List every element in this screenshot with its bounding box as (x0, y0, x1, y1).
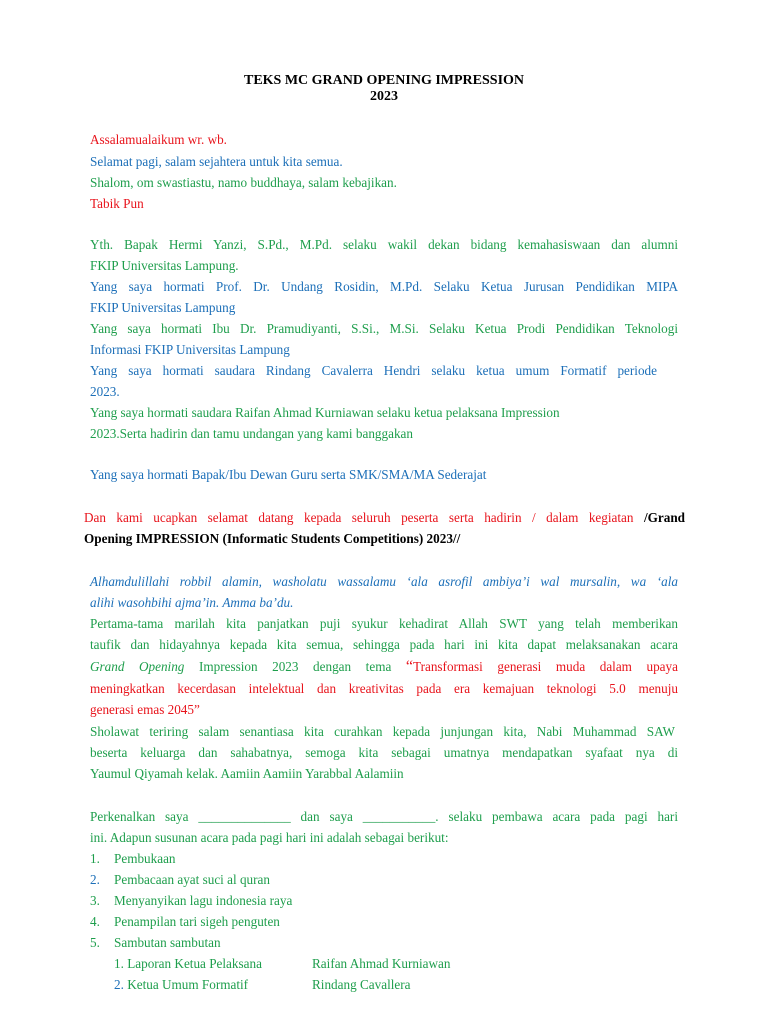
greeting-salam: Assalamualaikum wr. wb. (90, 132, 227, 147)
agenda-text: Pembacaan ayat suci al quran (114, 872, 270, 887)
speech-name: Rindang Cavallera (312, 977, 411, 992)
gratitude-line: Pertama-tama marilah kita panjatkan puji syukur kehadirat Allah SWT yang telah memberikan (90, 616, 678, 631)
agenda-number: 2. (90, 872, 100, 887)
speech-item (114, 976, 411, 994)
intro-line: Perkenalkan saya ______________ dan saya ___________. selaku pembawa acara pada pagi hari (90, 809, 678, 824)
speech-name: Raifan Ahmad Kurniawan (312, 956, 451, 971)
honorific-line: Yang saya hormati saudara Rindang Cavalerra Hendri selaku ketua umum Formatif periode (90, 363, 657, 378)
honorific-line: Yang saya hormati Ibu Dr. Pramudiyanti, S.Si., M.Si. Selaku Ketua Prodi Pendidikan Teknologi (90, 321, 678, 336)
honorific-line: Informasi FKIP Universitas Lampung (90, 342, 290, 357)
honorific-line: FKIP Universitas Lampung (90, 300, 236, 315)
agenda-item (90, 934, 221, 952)
speech-role: Ketua Umum Formatif (123, 977, 249, 992)
greeting-tabik: Tabik Pun (90, 196, 144, 211)
theme-open-quote: “ (405, 658, 413, 675)
honorific-line: 2023. (90, 384, 120, 399)
agenda-text: Menyanyikan lagu indonesia raya (114, 893, 293, 908)
speech-role: 1. Laporan Ketua Pelaksana (114, 956, 262, 971)
welcome-text: Dan kami ucapkan selamat datang kepada seluruh peserta serta hadirin / dalam kegiatan (84, 510, 644, 525)
document-title-year: 2023 (370, 89, 398, 104)
agenda-text: Sambutan sambutan (114, 935, 221, 950)
honorific-line: Yang saya hormati Prof. Dr. Undang Rosidin, M.Pd. Selaku Ketua Jurusan Pendidikan MIPA (90, 279, 678, 294)
honorific-line: Yth. Bapak Hermi Yanzi, S.Pd., M.Pd. selaku wakil dekan bidang kemahasiswaan dan alumni (90, 237, 678, 252)
agenda-item (90, 892, 292, 910)
speech-number: 2. (114, 977, 124, 992)
gratitude-theme-line (90, 658, 678, 676)
sholawat-line: Sholawat teriring salam senantiasa kita curahkan kepada junjungan kita, Nabi Muhammad SAW (90, 724, 675, 739)
theme-text: meningkatkan kecerdasan intelektual dan kreativitas pada era kemajuan teknologi 5.0 menuju (90, 681, 678, 696)
intro-line: ini. Adapun susunan acara pada pagi hari ini adalah sebagai berikut: (90, 830, 449, 845)
greeting-selamat-pagi: Selamat pagi, salam sejahtera untuk kita semua. (90, 154, 343, 169)
theme-text: generasi emas 2045” (90, 702, 200, 717)
welcome-line-1 (84, 509, 685, 527)
theme-text: Transformasi generasi muda dalam upaya (412, 659, 678, 674)
sholawat-line: beserta keluarga dan sahabatnya, semoga kita sebagai umatnya mendapatkan syafaat nya di (90, 745, 678, 760)
teachers-line: Yang saya hormati Bapak/Ibu Dewan Guru serta SMK/SMA/MA Sederajat (90, 467, 487, 482)
document-title: TEKS MC GRAND OPENING IMPRESSION (243, 73, 525, 88)
agenda-text: Pembukaan (114, 851, 176, 866)
opening-prayer: Alhamdulillahi robbil alamin, washolatu wassalamu ‘ala asrofil ambiya’i wal mursalin, wa ‘ala (90, 574, 678, 589)
agenda-number: 1. (90, 851, 100, 866)
agenda-number: 5. (90, 935, 100, 950)
agenda-item (90, 913, 280, 931)
agenda-number: 3. (90, 893, 100, 908)
opening-prayer: alihi wasohbihi ajma’in. Amma ba’du. (90, 595, 294, 610)
gratitude-line: taufik dan hidayahnya kepada kita semua, sehingga pada hari ini kita dapat melaksanakan acara (90, 637, 678, 652)
welcome-event-start: /Grand (643, 510, 685, 525)
event-name-rest: Impression 2023 dengan tema (184, 659, 406, 674)
agenda-item (90, 850, 176, 868)
event-name-italic: Grand Opening (90, 659, 185, 674)
agenda-text: Penampilan tari sigeh penguten (114, 914, 280, 929)
greeting-shalom: Shalom, om swastiastu, namo buddhaya, salam kebajikan. (90, 175, 397, 190)
welcome-event-name: Opening IMPRESSION (Informatic Students Competitions) 2023// (84, 531, 461, 546)
honorific-line: 2023.Serta hadirin dan tamu undangan yang kami banggakan (90, 426, 414, 441)
agenda-number: 4. (90, 914, 100, 929)
honorific-line: FKIP Universitas Lampung. (90, 258, 239, 273)
sholawat-line: Yaumul Qiyamah kelak. Aamiin Aamiin Yarabbal Aalamiin (90, 766, 404, 781)
honorific-line: Yang saya hormati saudara Raifan Ahmad Kurniawan selaku ketua pelaksana Impression (90, 405, 560, 420)
speech-item (114, 955, 450, 973)
agenda-item (90, 871, 270, 889)
